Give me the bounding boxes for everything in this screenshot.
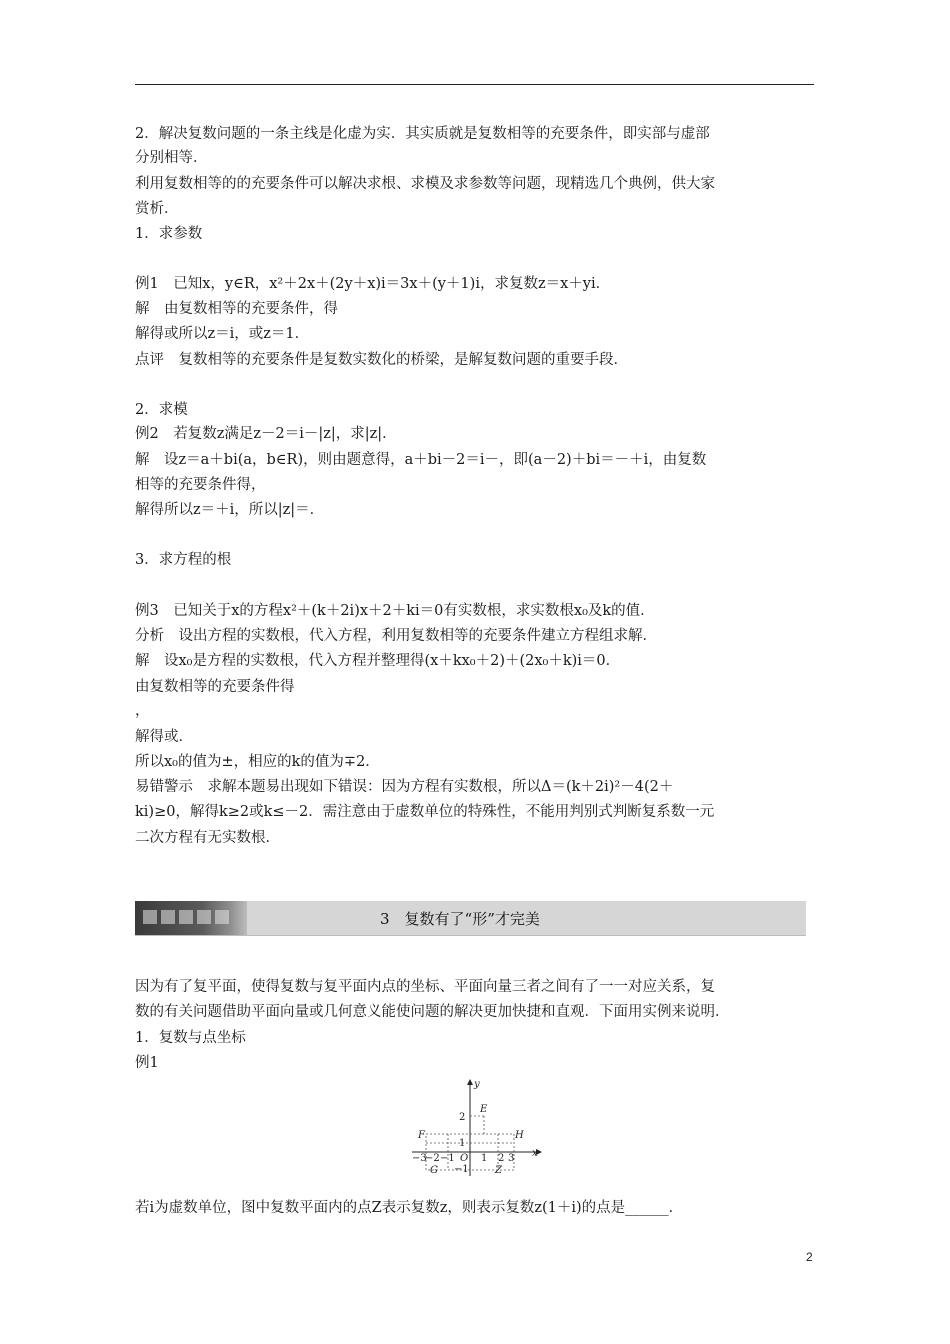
y-tick: 1 [459, 1138, 466, 1149]
text-line: 相等的充要条件得， [135, 477, 266, 493]
header-rule [135, 84, 814, 85]
text-line: ， [135, 703, 150, 719]
point-label-e: E [480, 1104, 488, 1115]
text-line: 解得所以z＝＋i，所以|z|＝． [135, 502, 325, 518]
question-line: 若i为虚数单位，图中复数平面内的点Z表示复数z，则表示复数z(1＋i)的点是______． [135, 1200, 684, 1216]
text-line: ki)≥0，解得k≥2或k≤－2．需注意由于虚数单位的特殊性，不能用判别式判断复系数一元 [135, 804, 715, 820]
x-tick: −3 [412, 1153, 427, 1164]
banner-title: 3 复数有了“形”才完美 [380, 910, 540, 928]
text-line: 解得或． [135, 729, 193, 745]
point-label-z: Z [495, 1165, 502, 1176]
section-heading: 1．复数与点坐标 [135, 1030, 246, 1046]
example-line: 例2 若复数z满足z－2＝i－|z|，求|z|． [135, 426, 397, 442]
point-label-h: H [515, 1130, 524, 1141]
x-tick: 2 [498, 1153, 505, 1164]
x-axis-label: x [532, 1148, 538, 1159]
point-label-g: G [430, 1165, 438, 1176]
text-line: 分析 设出方程的实数根，代入方程，利用复数相等的充要条件建立方程组求解． [135, 628, 657, 644]
x-tick: 3 [508, 1153, 515, 1164]
section-heading: 1．求参数 [135, 226, 203, 242]
text-line: 利用复数相等的的充要条件可以解决求根、求模及求参数等问题，现精选几个典例，供大家 [135, 176, 715, 192]
text-line: 所以x₀的值为±，相应的k的值为∓2． [135, 754, 380, 770]
example-line: 例3 已知关于x的方程x²＋(k＋2i)x＋2＋ki＝0有实数根，求实数根x₀及k的值． [135, 603, 655, 619]
section-heading: 3．求方程的根 [135, 552, 232, 568]
banner-logo-tab [135, 901, 247, 935]
y-axis-label: y [474, 1079, 480, 1090]
y-tick: −1 [454, 1164, 469, 1175]
text-line: 赏析． [135, 201, 179, 217]
text-line: 由复数相等的充要条件得 [135, 679, 295, 695]
text-line: 二次方程有无实数根． [135, 830, 280, 846]
page-number: 2 [806, 1250, 813, 1264]
section-banner [135, 901, 806, 936]
example-line: 例1 [135, 1055, 159, 1071]
x-tick: −2 [425, 1153, 440, 1164]
example-line: 例1 已知x，y∈R，x²＋2x＋(2y＋x)i＝3x＋(y＋1)i，求复数z＝x＋yi． [135, 276, 611, 292]
text-line: 数的有关问题借助平面向量或几何意义能使问题的解决更加快捷和直观．下面用实例来说明． [135, 1004, 730, 1020]
text-line: 解 由复数相等的充要条件，得 [135, 301, 338, 317]
point-label-f: F [418, 1130, 425, 1141]
text-line: 解 设x₀是方程的实数根，代入方程并整理得(x＋kx₀＋2)＋(2x₀＋k)i＝0． [135, 653, 621, 669]
text-line: 因为有了复平面，使得复数与复平面内点的坐标、平面向量三者之间有了一一对应关系，复 [135, 979, 715, 995]
text-line: 解得或所以z＝i，或z＝1． [135, 326, 310, 342]
x-tick: −1 [440, 1153, 455, 1164]
text-line: 分别相等． [135, 150, 208, 166]
complex-plane-svg [408, 1076, 548, 1180]
y-axis-arrow-icon [467, 1079, 473, 1085]
text-line: 易错警示 求解本题易出现如下错误：因为方程有实数根，所以Δ＝(k＋2i)²－4(2＋ [135, 779, 674, 795]
complex-plane-figure [408, 1076, 548, 1180]
text-line: 2．解决复数问题的一条主线是化虚为实．其实质就是复数相等的充要条件，即实部与虚部 [135, 126, 710, 142]
x-tick: 1 [481, 1153, 488, 1164]
section-heading: 2．求模 [135, 402, 188, 418]
text-line: 解 设z＝a＋bi(a，b∈R)，则由题意得，a＋bi－2＝i－，即(a－2)＋bi＝－＋i，由复数 [135, 452, 707, 468]
y-tick: 2 [459, 1112, 466, 1123]
origin-label: O [460, 1153, 469, 1164]
text-line: 点评 复数相等的充要条件是复数实数化的桥梁，是解复数问题的重要手段． [135, 352, 628, 368]
